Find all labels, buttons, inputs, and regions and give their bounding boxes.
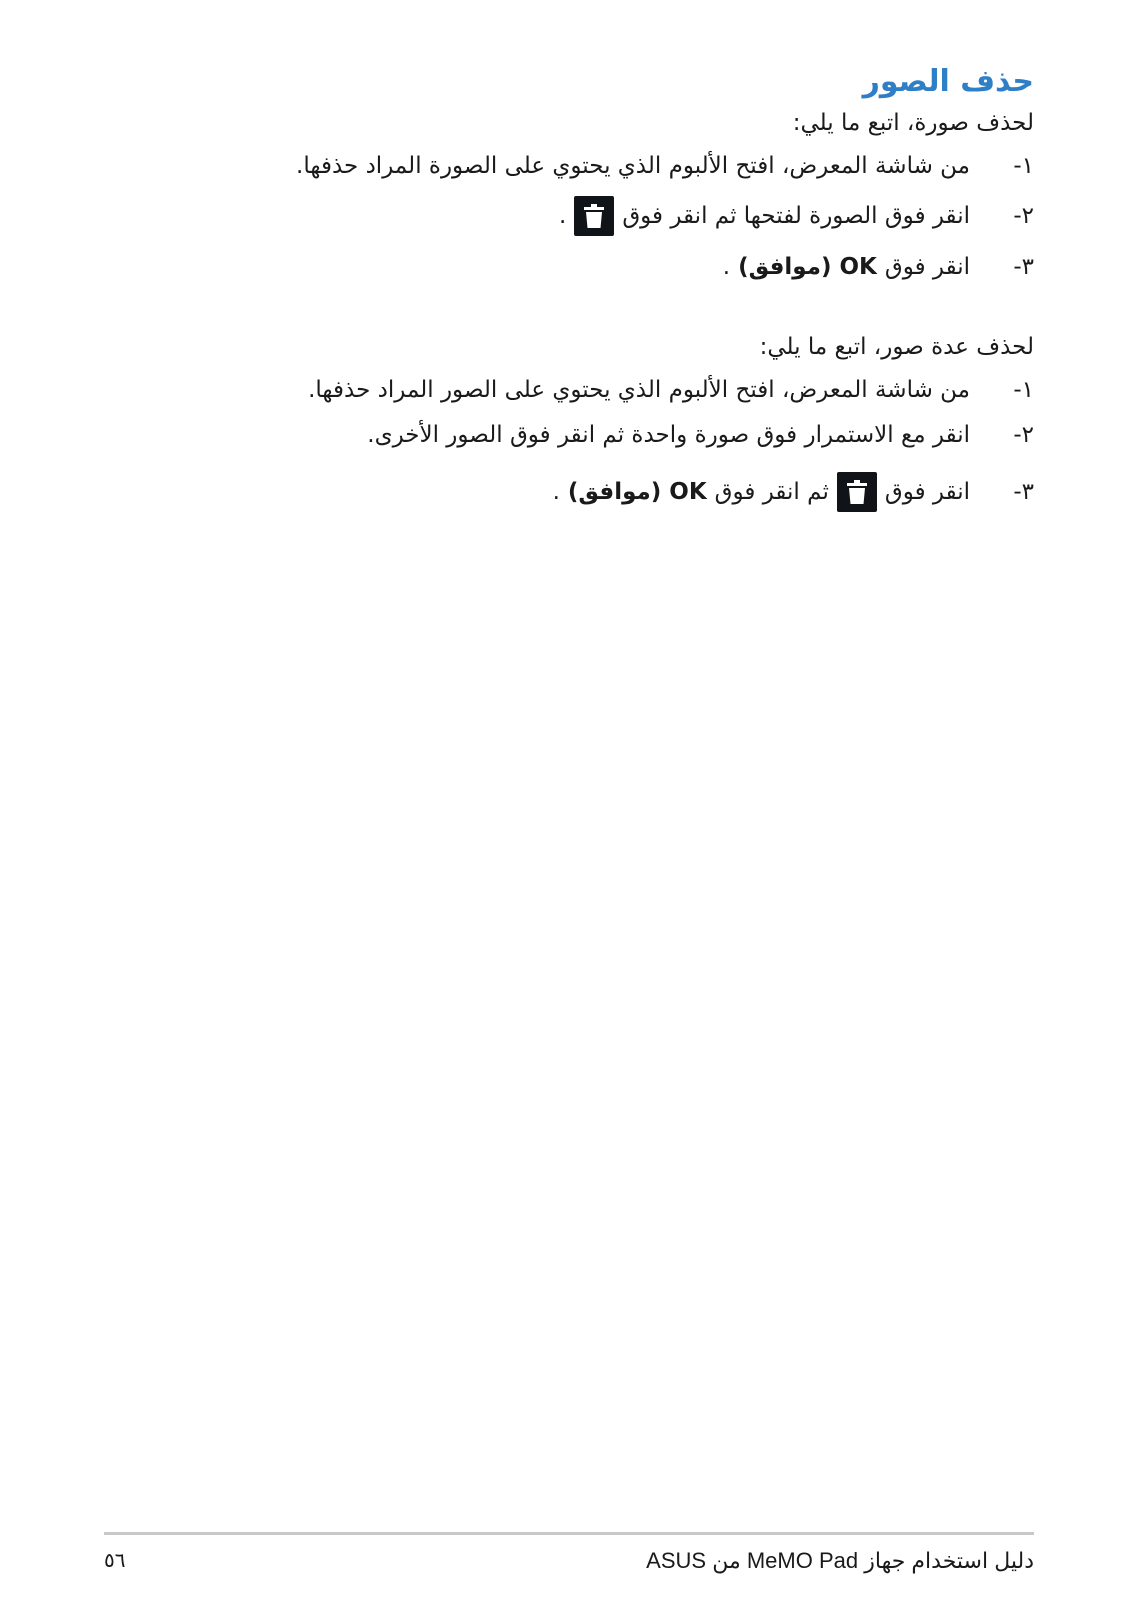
ok-label: OK (موافق) (567, 479, 707, 505)
trash-icon (837, 472, 877, 512)
step-text: انقر مع الاستمرار فوق صورة واحدة ثم انقر فوق الصور الأخرى. (367, 422, 970, 448)
step-number: ٣- (1013, 479, 1034, 505)
multiple-step-1 (308, 377, 1034, 403)
step-number: ١- (1013, 377, 1034, 403)
step-text-middle: ثم انقر فوق (714, 479, 829, 505)
trash-icon (574, 196, 614, 236)
step-number: ١- (1013, 153, 1034, 179)
step-text-after: . (722, 254, 731, 280)
single-step-2 (559, 196, 1034, 236)
step-number: ٢- (1013, 422, 1034, 448)
section-title: حذف الصور (862, 64, 1034, 99)
step-number: ٣- (1013, 254, 1034, 280)
footer-divider (104, 1532, 1034, 1535)
ok-label: OK (موافق) (738, 254, 877, 280)
footer-title: دليل استخدام جهاز MeMO Pad من ASUS (646, 1548, 1034, 1573)
step-text (553, 472, 970, 512)
step-text-after: . (559, 203, 567, 229)
step-text (723, 254, 970, 280)
step-text (559, 196, 970, 236)
step-text-before: انقر فوق الصورة لفتحها ثم انقر فوق (622, 203, 970, 229)
step-text: من شاشة المعرض، افتح الألبوم الذي يحتوي على الصور المراد حذفها. (308, 377, 970, 403)
step-text: من شاشة المعرض، افتح الألبوم الذي يحتوي على الصورة المراد حذفها. (296, 153, 970, 179)
page-number: ٥٦ (104, 1548, 126, 1572)
multiple-intro: لحذف عدة صور، اتبع ما يلي: (759, 334, 1034, 360)
single-step-1 (296, 153, 1034, 179)
multiple-step-3 (553, 472, 1034, 512)
step-text-after: . (552, 479, 560, 505)
single-intro: لحذف صورة، اتبع ما يلي: (792, 110, 1034, 136)
step-text-before: انقر فوق (884, 479, 970, 505)
single-step-3 (723, 254, 1034, 280)
step-number: ٢- (1013, 203, 1034, 229)
multiple-step-2 (367, 422, 1034, 448)
step-text-before: انقر فوق (884, 254, 970, 280)
